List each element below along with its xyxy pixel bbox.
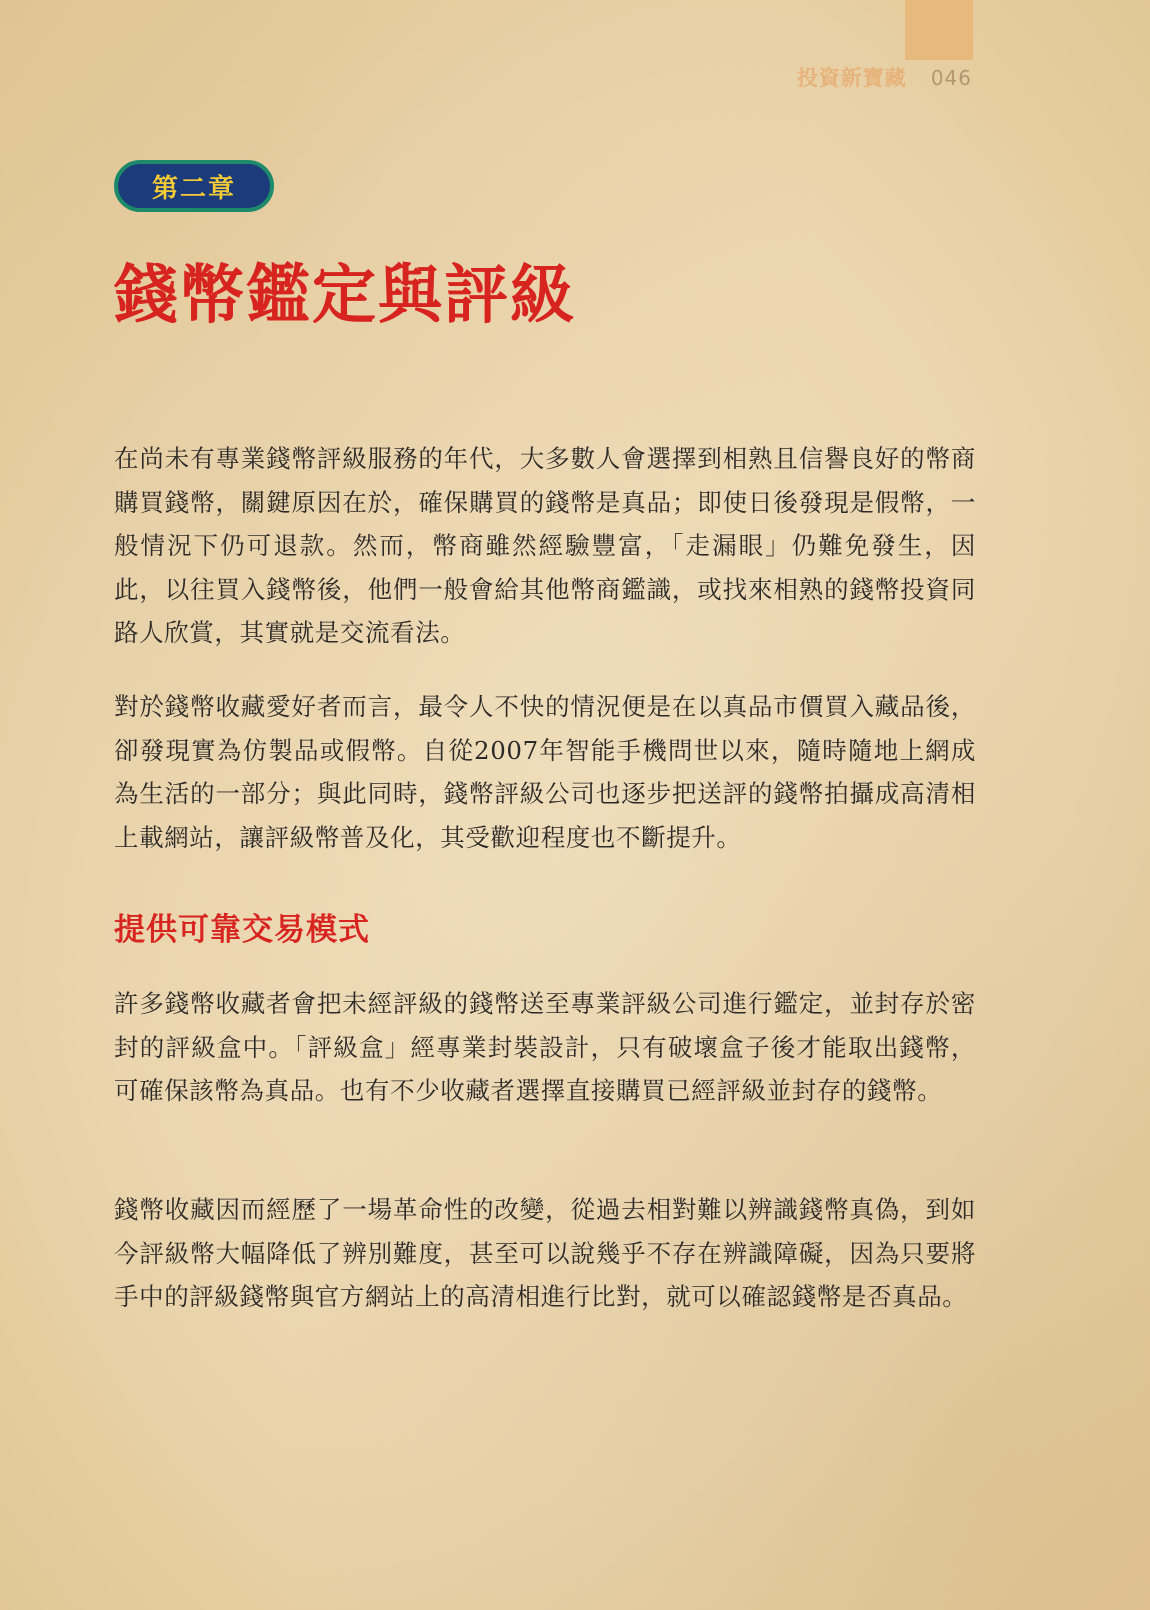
body-paragraph: 許多錢幣收藏者會把未經評級的錢幣送至專業評級公司進行鑑定，並封存於密封的評級盒中。「評級盒」經專業封裝設計，只有破壞盒子後才能取出錢幣，可確保該幣為真品。也有不少收藏者選擇直接購買已經評級並封存的錢幣。 (114, 989, 976, 1105)
chapter-badge-label: 第二章 (151, 173, 236, 204)
section-heading: 提供可靠交易模式 (114, 912, 370, 948)
body-paragraph: 錢幣收藏因而經歷了一場革命性的改變，從過去相對難以辨識錢幣真偽，到如今評級幣大幅降低了辨別難度，甚至可以說幾乎不存在辨識障礙，因為只要將手中的評級錢幣與官方網站上的高清相進行比對，就可以確認錢幣是否真品。 (114, 1195, 976, 1311)
chapter-title: 錢幣鑑定與評級 (114, 258, 576, 333)
body-paragraph: 在尚未有專業錢幣評級服務的年代，大多數人會選擇到相熟且信譽良好的幣商購買錢幣，關鍵原因在於，確保購買的錢幣是真品；即使日後發現是假幣，一般情況下仍可退款。然而，幣商雖然經驗豐富，「走漏眼」仍難免發生，因此，以往買入錢幣後，他們一般會給其他幣商鑑識，或找來相熟的錢幣投資同路人欣賞，其實就是交流看法。 (114, 444, 976, 647)
page-corner-tab (905, 0, 973, 60)
running-header (760, 62, 972, 92)
book-title: 投資新寶藏 (796, 65, 907, 90)
page-number: 046 (930, 66, 972, 90)
body-paragraph: 對於錢幣收藏愛好者而言，最令人不快的情況便是在以真品市價買入藏品後，卻發現實為仿製品或假幣。自從2007年智能手機問世以來，隨時隨地上網成為生活的一部分；與此同時，錢幣評級公司也逐步把送評的錢幣拍攝成高清相上載網站，讓評級幣普及化，其受歡迎程度也不斷提升。 (114, 692, 976, 852)
chapter-badge (114, 160, 274, 212)
